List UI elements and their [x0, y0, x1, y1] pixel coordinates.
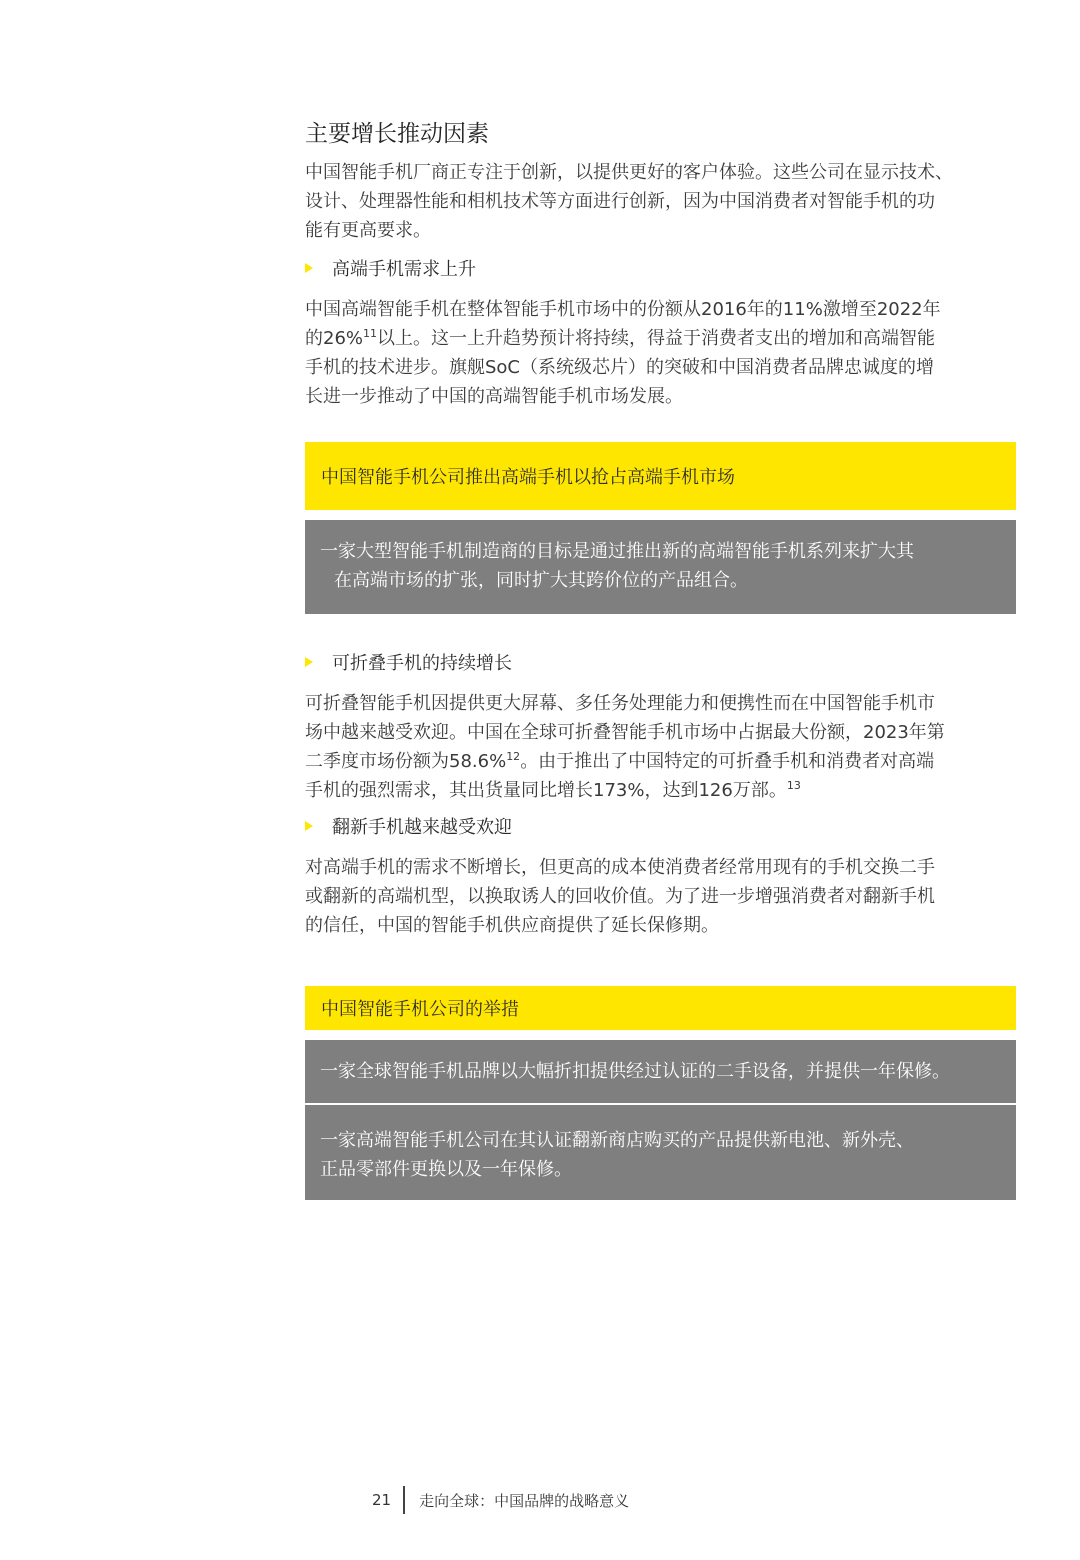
bullet-foldable — [305, 650, 512, 678]
triangle-bullet-icon — [305, 263, 313, 273]
box2-item1 — [305, 1040, 1016, 1103]
bullet-premium-label: 高端手机需求上升 — [332, 259, 476, 280]
footer-doc-title: 走向全球：中国品牌的战略意义 — [419, 1491, 630, 1510]
box2-item2-line: 一家高端智能手机公司在其认证翻新商店购买的产品提供新电池、新外壳、 — [320, 1130, 914, 1151]
bullet-refurb-label: 翻新手机越来越受欢迎 — [332, 817, 512, 838]
box2-item2-line: 正品零部件更换以及一年保修。 — [320, 1159, 572, 1180]
footer-divider — [403, 1486, 405, 1514]
refurb-line: 或翻新的高端机型，以换取诱人的回收价值。为了进一步增强消费者对翻新手机 — [305, 886, 935, 907]
bullet-refurb — [305, 814, 512, 842]
refurb-line: 对高端手机的需求不断增长，但更高的成本使消费者经常用现有的手机交换二手 — [305, 857, 935, 878]
intro-line: 能有更高要求。 — [305, 220, 431, 241]
box2-item1-text: 一家全球智能手机品牌以大幅折扣提供经过认证的二手设备，并提供一年保修。 — [320, 1061, 950, 1082]
premium-paragraph — [305, 295, 1016, 411]
box1-title: 中国智能手机公司推出高端手机以抢占高端手机市场 — [321, 467, 735, 488]
footnote-ref: 13 — [786, 779, 801, 792]
triangle-bullet-icon — [305, 657, 313, 667]
foldable-line: 二季度市场份额为58.6%$^{12}$。由于推出了中国特定的可折叠手机和消费者对高端 — [305, 750, 935, 772]
foldable-line: 手机的强烈需求，其出货量同比增长173%，达到126万部。$^{13}$ — [305, 779, 801, 801]
refurb-paragraph — [305, 853, 1016, 940]
page-footer — [372, 1486, 629, 1514]
foldable-paragraph — [305, 689, 1016, 805]
intro-line: 设计、处理器性能和相机技术等方面进行创新，因为中国消费者对智能手机的功 — [305, 191, 935, 212]
footnote-ref: 12 — [506, 750, 521, 763]
premium-line: 中国高端智能手机在整体智能手机市场中的份额从2016年的11%激增至2022年 — [305, 299, 941, 320]
section-heading: 主要增长推动因素 — [305, 121, 489, 147]
box1-line: 一家大型智能手机制造商的目标是通过推出新的高端智能手机系列来扩大其 — [320, 541, 914, 562]
refurb-line: 的信任，中国的智能手机供应商提供了延长保修期。 — [305, 915, 719, 936]
box2-title: 中国智能手机公司的举措 — [321, 999, 519, 1020]
box2-item2 — [305, 1105, 1016, 1200]
footnote-ref: 11 — [363, 327, 378, 340]
triangle-bullet-icon — [305, 821, 313, 831]
foldable-line: 可折叠智能手机因提供更大屏幕、多任务处理能力和便携性而在中国智能手机市 — [305, 693, 935, 714]
box1-title-bar — [305, 442, 1016, 510]
bullet-foldable-label: 可折叠手机的持续增长 — [332, 653, 512, 674]
page-number: 21 — [372, 1491, 392, 1509]
box1-body — [305, 520, 1016, 614]
premium-line: 的26%$^{11}$以上。这一上升趋势预计将持续，得益于消费者支出的增加和高端智能 — [305, 327, 936, 349]
bullet-premium — [305, 256, 476, 284]
box1-line: 在高端市场的扩张，同时扩大其跨价位的产品组合。 — [334, 570, 748, 591]
premium-line: 手机的技术进步。旗舰SoC（系统级芯片）的突破和中国消费者品牌忠诚度的增 — [305, 357, 935, 378]
box2-title-bar — [305, 986, 1016, 1030]
intro-paragraph — [305, 158, 1016, 245]
foldable-line: 场中越来越受欢迎。中国在全球可折叠智能手机市场中占据最大份额，2023年第 — [305, 722, 945, 743]
premium-line: 长进一步推动了中国的高端智能手机市场发展。 — [305, 386, 683, 407]
intro-line: 中国智能手机厂商正专注于创新，以提供更好的客户体验。这些公司在显示技术、 — [305, 162, 953, 183]
